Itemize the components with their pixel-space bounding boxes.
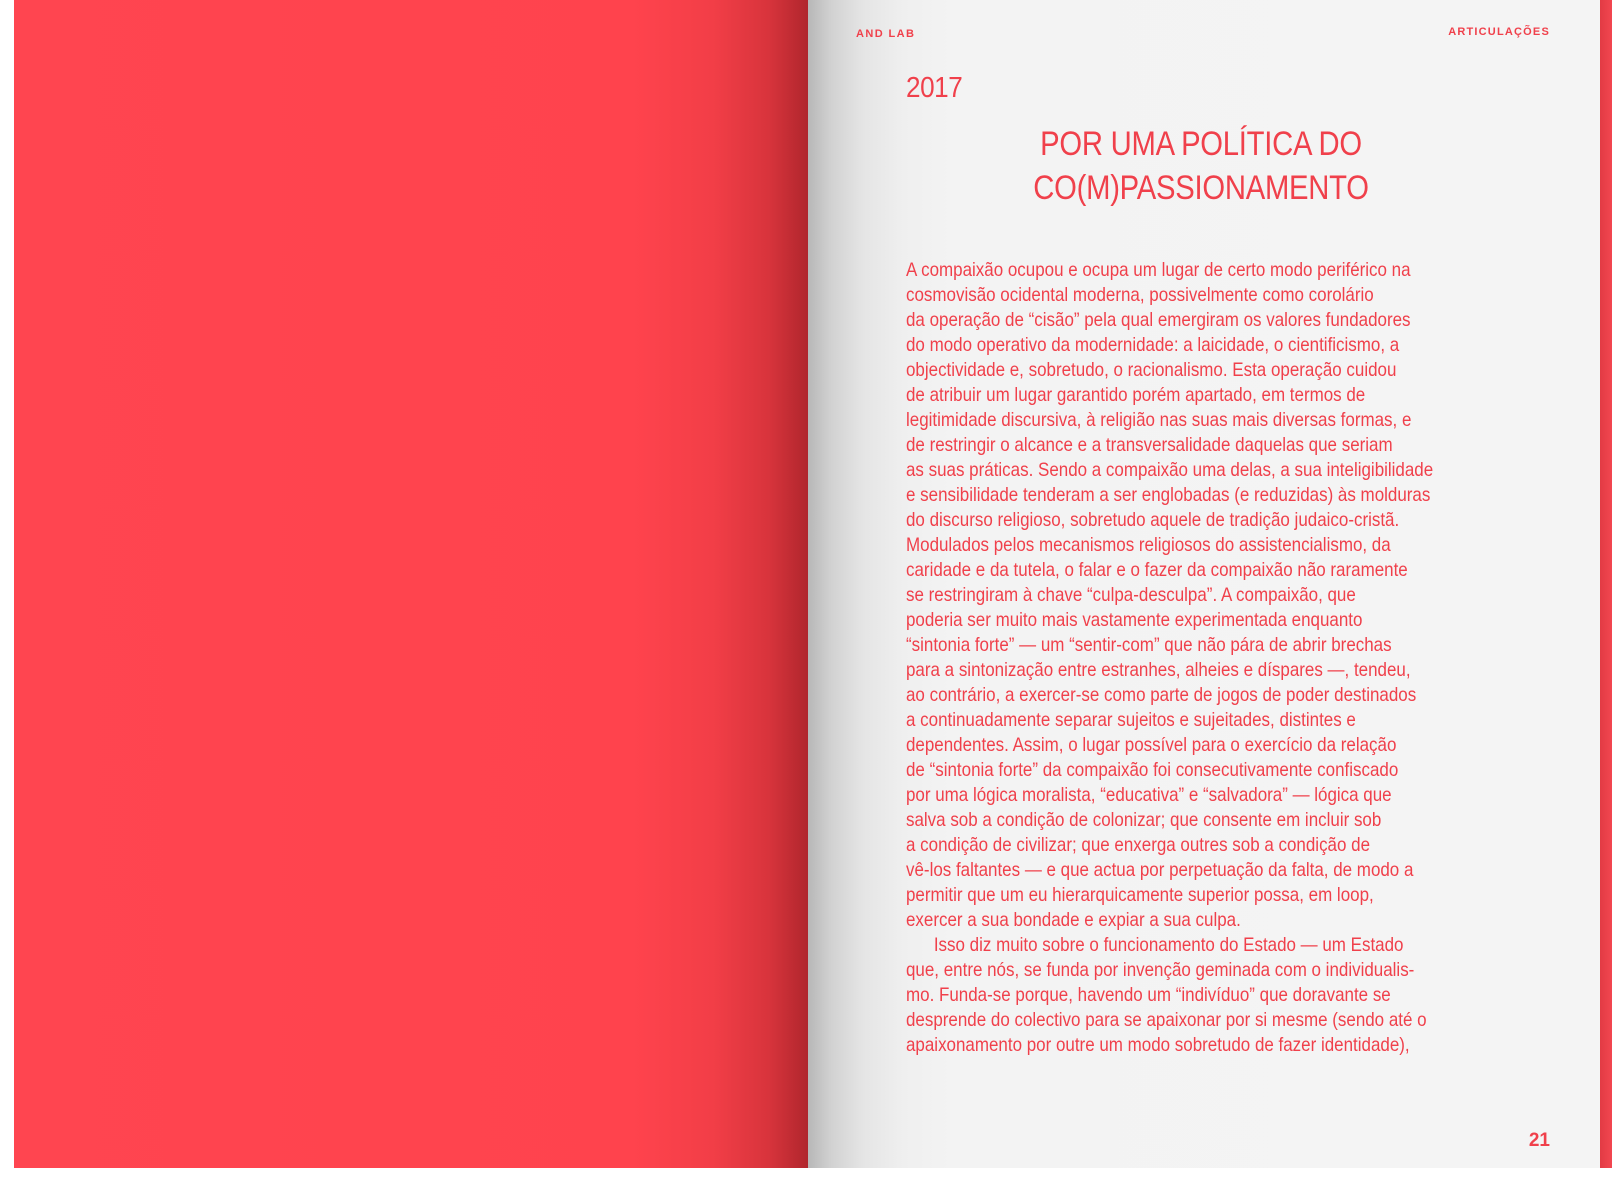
body-line: as suas práticas. Sendo a compaixão uma delas, a sua inteligibilidade xyxy=(906,459,1434,481)
body-line: Modulados pelos mecanismos religiosos do assistencialismo, da xyxy=(906,534,1391,556)
body-line: por uma lógica moralista, “educativa” e “salvadora” — lógica que xyxy=(906,784,1392,806)
body-line: que, entre nós, se funda por invenção geminada com o individualis- xyxy=(906,959,1415,981)
back-cover-edge xyxy=(1600,0,1612,1168)
body-line: apaixonamento por outre um modo sobretudo de fazer identidade), xyxy=(906,1034,1410,1056)
body-line: ao contrário, a exercer-se como parte de jogos de poder destinados xyxy=(906,684,1417,706)
body-line: exercer a sua bondade e expiar a sua culpa. xyxy=(906,909,1241,931)
body-line: da operação de “cisão” pela qual emergiram os valores fundadores xyxy=(906,309,1411,331)
body-line: A compaixão ocupou e ocupa um lugar de certo modo periférico na xyxy=(906,259,1411,281)
body-line: de “sintonia forte” da compaixão foi consecutivamente confiscado xyxy=(906,759,1399,781)
left-page-red xyxy=(14,0,808,1168)
body-line: a condição de civilizar; que enxerga outres sob a condição de xyxy=(906,834,1371,856)
title-line: POR UMA POLÍTICA DO xyxy=(1040,125,1362,163)
body-line: “sintonia forte” — um “sentir-com” que não pára de abrir brechas xyxy=(906,634,1392,656)
body-line: se restringiram à chave “culpa-desculpa”. A compaixão, que xyxy=(906,584,1356,606)
body-line-indented: Isso diz muito sobre o funcionamento do Estado — um Estado xyxy=(933,934,1404,956)
body-line: caridade e da tutela, o falar e o fazer da compaixão não raramente xyxy=(906,559,1408,581)
body-line: a continuadamente separar sujeitos e sujeitades, distintes e xyxy=(906,709,1356,731)
body-line: do discurso religioso, sobretudo aquele de tradição judaico-cristã. xyxy=(906,509,1400,531)
body-line: salva sob a condição de colonizar; que consente em incluir sob xyxy=(906,809,1382,831)
body-line: para a sintonização entre estranhes, alheies e díspares —, tendeu, xyxy=(906,659,1411,681)
bottom-margin xyxy=(0,1168,1612,1181)
body-line: de atribuir um lugar garantido porém apartado, em termos de xyxy=(906,384,1366,406)
title-line: CO(M)PASSIONAMENTO xyxy=(1033,169,1369,207)
body-line: desprende do colectivo para se apaixonar por si mesme (sendo até o xyxy=(906,1009,1427,1031)
body-line: legitimidade discursiva, à religião nas suas mais diversas formas, e xyxy=(906,409,1412,431)
running-head-right: ARTICULAÇÕES xyxy=(1448,26,1550,38)
body-line: poderia ser muito mais vastamente experimentada enquanto xyxy=(906,609,1363,631)
body-line: mo. Funda-se porque, havendo um “indivíduo” que doravante se xyxy=(906,984,1391,1006)
body-line: dependentes. Assim, o lugar possível para o exercício da relação xyxy=(906,734,1397,756)
body-line: permitir que um eu hierarquicamente superior possa, em loop, xyxy=(906,884,1374,906)
body-line: vê-los faltantes — e que actua por perpetuação da falta, de modo a xyxy=(906,859,1414,881)
body-line: objectividade e, sobretudo, o racionalismo. Esta operação cuidou xyxy=(906,359,1397,381)
body-line: cosmovisão ocidental moderna, possivelmente como corolário xyxy=(906,284,1374,306)
article-title xyxy=(906,122,1496,210)
body-line: e sensibilidade tenderam a ser englobadas (e reduzidas) às molduras xyxy=(906,484,1431,506)
body-line: do modo operativo da modernidade: a laicidade, o cientificismo, a xyxy=(906,334,1400,356)
body-line: de restringir o alcance e a transversalidade daquelas que seriam xyxy=(906,434,1393,456)
running-head-left: AND LAB xyxy=(856,28,916,40)
article-body xyxy=(906,258,1498,1058)
page-number: 21 xyxy=(1528,1130,1550,1151)
article-year: 2017 xyxy=(906,72,963,104)
